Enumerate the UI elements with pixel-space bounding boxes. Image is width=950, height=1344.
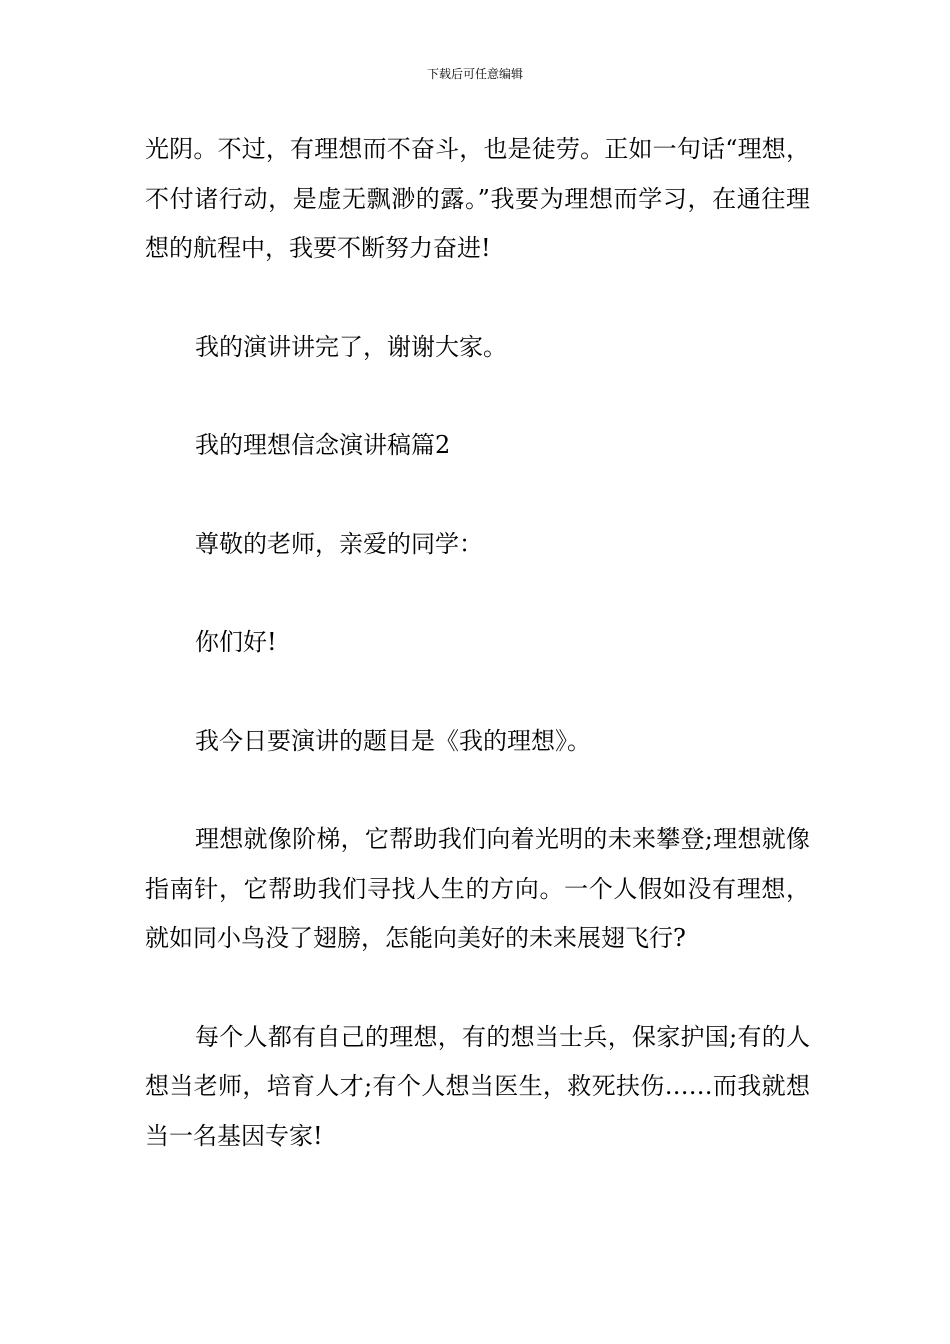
section-title: 我的理想信念演讲稿篇2 xyxy=(195,431,451,459)
document-body xyxy=(145,125,810,1161)
paragraph-salutation: 尊敬的老师，亲爱的同学： xyxy=(195,529,483,558)
paragraph-everyone-ideal: 每个人都有自己的理想，有的想当士兵，保家护国;有的人想当老师，培育人才;有个人想当医生，救死扶伤……而我就想当一名基因专家! xyxy=(145,1022,810,1150)
paragraph-greeting: 你们好! xyxy=(195,628,277,656)
paragraph-ideal-metaphor: 理想就像阶梯，它帮助我们向着光明的未来攀登;理想就像指南针，它帮助我们寻找人生的方向。一个人假如没有理想，就如同小鸟没了翅膀，怎能向美好的未来展翅飞行? xyxy=(145,825,810,952)
paragraph-topic: 我今日要演讲的题目是《我的理想》。 xyxy=(195,726,591,755)
page-header-note: 下载后可任意编辑 xyxy=(426,67,523,81)
paragraph-continuation: 光阴。不过，有理想而不奋斗，也是徒劳。正如一句话“理想，不付诸行动，是虚无飘渺的露。”我要为理想而学习，在通往理想的航程中，我要不断努力奋进! xyxy=(145,135,810,262)
paragraph-closing: 我的演讲讲完了，谢谢大家。 xyxy=(195,332,507,361)
